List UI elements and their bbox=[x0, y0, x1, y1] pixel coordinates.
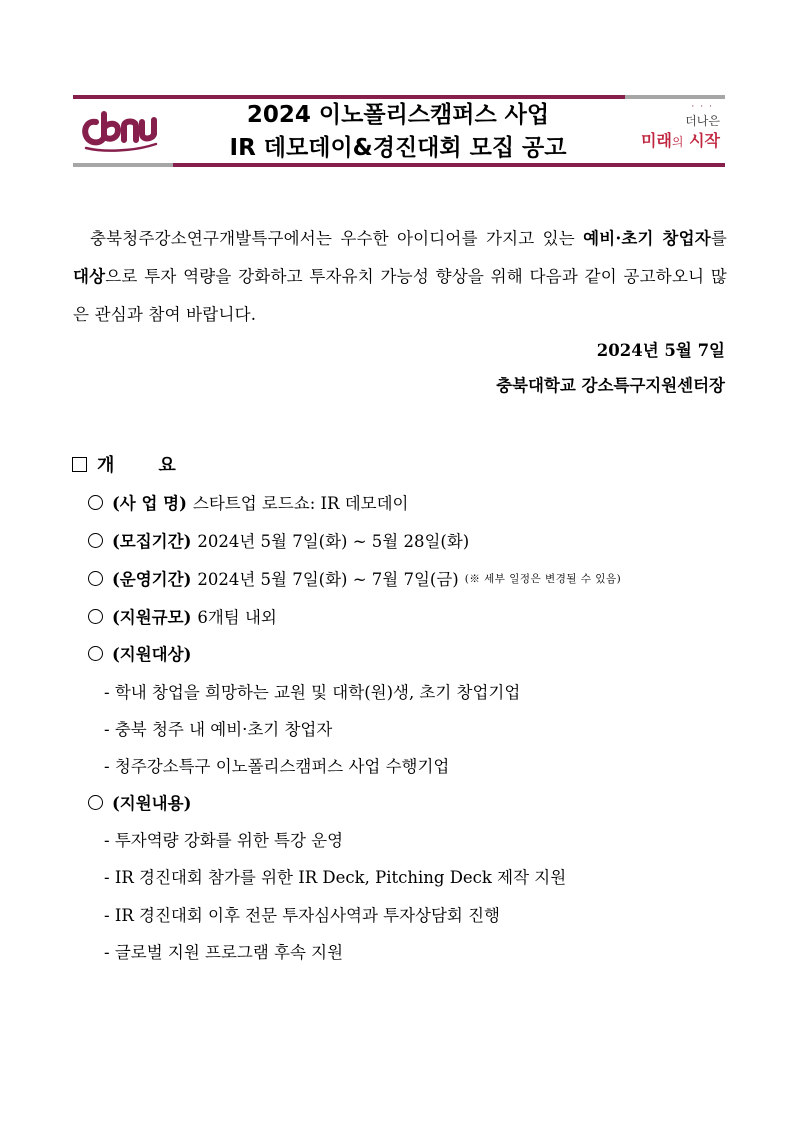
target-list-item: - 청주강소특구 이노폴리스캠퍼스 사업 수행기업 bbox=[104, 757, 450, 776]
target-list-item: - 학내 창업을 희망하는 교원 및 대학(원)생, 초기 창업기업 bbox=[104, 683, 521, 702]
content-list-item: - IR 경진대회 이후 전문 투자심사역과 투자상담회 진행 bbox=[104, 906, 500, 925]
slogan-top: 더나은 bbox=[685, 114, 720, 128]
overview-item-support-content bbox=[88, 790, 197, 814]
slogan-word-2: 의 bbox=[671, 135, 684, 149]
circle-bullet-icon bbox=[88, 533, 103, 548]
item-label: (지원내용) bbox=[112, 794, 192, 813]
item-label: (모집기간) bbox=[112, 532, 192, 551]
page-title bbox=[170, 99, 626, 165]
target-list-item: - 충북 청주 내 예비·초기 창업자 bbox=[104, 720, 333, 739]
item-label: (사 업 명) bbox=[112, 494, 187, 513]
announcement-date: 2024년 5월 7일 bbox=[596, 341, 725, 360]
item-value: 2024년 5월 7일(화) ~ 5월 28일(화) bbox=[197, 532, 470, 551]
item-note: (※ 세부 일정은 변경될 수 있음) bbox=[464, 572, 622, 585]
title-line-2: IR 데모데이&경진대회 모집 공고 bbox=[229, 135, 567, 161]
issuing-organization: 충북대학교 강소특구지원센터장 bbox=[496, 376, 725, 395]
section-title-overview bbox=[72, 451, 176, 477]
intro-text-2: 를 bbox=[710, 229, 727, 248]
section-title-part-1: 개 bbox=[97, 455, 115, 476]
slogan-word-1: 미래 bbox=[640, 131, 672, 150]
slogan-dots: ··· bbox=[691, 102, 718, 112]
intro-text-3: 으로 투자 역량을 강화하고 투자유치 가능성 향상을 위해 다음과 같이 공고하오니 많은 관심과 참여 바랍니다. bbox=[73, 267, 727, 324]
intro-text-1: 충북청주강소연구개발특구에서는 우수한 아이디어를 가지고 있는 bbox=[90, 229, 584, 248]
slogan-main bbox=[641, 128, 720, 151]
overview-item-support-scale bbox=[88, 604, 277, 628]
overview-item-support-target bbox=[88, 641, 197, 665]
content-list-item: - IR 경진대회 참가를 위한 IR Deck, Pitching Deck 제작 지원 bbox=[104, 868, 567, 887]
item-label: (지원대상) bbox=[112, 645, 192, 664]
content-list-item: - 투자역량 강화를 위한 특강 운영 bbox=[104, 831, 344, 850]
cbnu-logo bbox=[82, 108, 160, 152]
item-value: 6개팀 내외 bbox=[197, 608, 277, 627]
square-bullet-icon bbox=[72, 457, 87, 472]
circle-bullet-icon bbox=[88, 571, 103, 586]
overview-item-recruit-period bbox=[88, 528, 469, 552]
title-line-1: 2024 이노폴리스캠퍼스 사업 bbox=[246, 102, 550, 128]
slogan-logo bbox=[630, 104, 722, 156]
circle-bullet-icon bbox=[88, 609, 103, 624]
header-bottom-rule-gray bbox=[73, 163, 173, 167]
circle-bullet-icon bbox=[88, 795, 103, 810]
intro-bold-1: 예비·초기 창업자 bbox=[583, 229, 711, 248]
content-list-item: - 글로벌 지원 프로그램 후속 지원 bbox=[104, 943, 344, 962]
intro-paragraph bbox=[73, 220, 727, 334]
item-label: (지원규모) bbox=[112, 608, 192, 627]
circle-bullet-icon bbox=[88, 495, 103, 510]
overview-item-project-name bbox=[88, 490, 409, 514]
item-label: (운영기간) bbox=[112, 570, 192, 589]
item-value: 2024년 5월 7일(화) ~ 7월 7일(금) bbox=[197, 570, 459, 589]
intro-bold-2: 대상 bbox=[73, 267, 106, 286]
section-title-part-2: 요 bbox=[158, 455, 176, 476]
slogan-word-3: 시작 bbox=[689, 131, 720, 150]
item-value: 스타트업 로드쇼: IR 데모데이 bbox=[192, 494, 409, 513]
header-top-rule-gray bbox=[625, 95, 725, 99]
overview-item-operation-period bbox=[88, 566, 621, 590]
circle-bullet-icon bbox=[88, 646, 103, 661]
